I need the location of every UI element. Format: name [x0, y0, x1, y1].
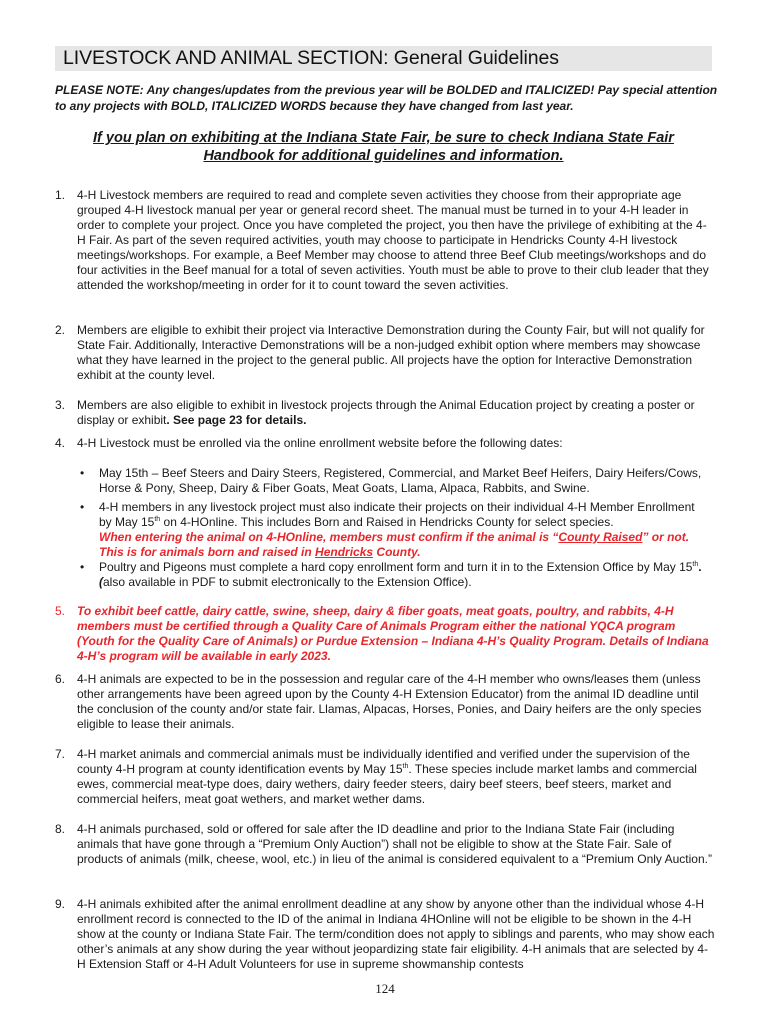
- guideline-item-6: [55, 672, 715, 732]
- item-number: 1.: [55, 188, 66, 202]
- item-number: 2.: [55, 323, 66, 337]
- item-text: 4-H animals purchased, sold or offered for sale after the ID deadline and prior to the Indiana State Fair (including animals that have gone through a “Premium Only Auction”) shall not be eligible to show at the State Fair. Sale of products of animals (milk, cheese, wool, etc.) in lieu of the animal is considered equivalent to a “Premium Only Auction.”: [77, 822, 712, 866]
- item-number: 3.: [55, 398, 66, 412]
- bullet-text-part: on 4-HOnline. This includes Born and Raised in Hendricks County for select species.: [160, 515, 614, 529]
- bullet-icon: •: [80, 466, 85, 480]
- item-text-part: Members are also eligible to exhibit in livestock projects through the Animal Education project by creating a poster or display or exhibit: [77, 398, 695, 427]
- item-text-part: 4-H market animals and commercial animals must be individually identified and verified under the supervision of the county 4-H program at county identification events by May 15: [77, 747, 690, 776]
- section-title: LIVESTOCK AND ANIMAL SECTION: General Guidelines: [63, 47, 559, 69]
- superscript: th: [692, 561, 699, 568]
- item-text: Members are eligible to exhibit their project via Interactive Demonstration during the County Fair, but will not qualify for State Fair. Additionally, Interactive Demonstrations will be a non-judged exhibit option where members may showcase what they have learned in the project to the general public. All projects have the option for Interactive Demonstration exhibit at the county level.: [77, 323, 705, 382]
- state-fair-note-line1: If you plan on exhibiting at the Indiana State Fair, be sure to check Indiana State Fair: [93, 130, 674, 146]
- bullet-red-text: [99, 530, 689, 559]
- bullet-text: May 15th – Beef Steers and Dairy Steers, Registered, Commercial, and Market Beef Heifers, Dairy Heifers/Cows, Horse & Pony, Sheep, Dairy & Fiber Goats, Meat Goats, Llama, Alpaca, Rabbits, and Swine.: [99, 466, 702, 495]
- item-text: [77, 398, 715, 428]
- enrollment-bullet-2: [80, 500, 710, 560]
- item-text-bold: . See page 23 for details.: [166, 413, 307, 427]
- superscript: th: [402, 763, 409, 770]
- guideline-item-2: [55, 323, 715, 383]
- bullet-text-part: also available in PDF to submit electronically to the Extension Office).: [103, 575, 472, 589]
- bullet-text: [99, 500, 710, 560]
- red-underlined: Hendricks: [315, 545, 374, 559]
- superscript: th: [154, 516, 161, 523]
- bullet-icon: •: [80, 500, 85, 514]
- guideline-item-5: [55, 604, 715, 664]
- item-text-part: . These species include market lambs and commercial ewes, commercial meat-type does, dairy wethers, dairy feeder steers, dairy beef steers, beef steers, market and commercial heifers, meat goat wethers, and market wether dams.: [77, 762, 697, 806]
- guideline-item-7: [55, 747, 715, 807]
- enrollment-bullet-1: [80, 466, 710, 496]
- item-text: 4-H animals exhibited after the animal enrollment deadline at any show by anyone other than the individual whose 4-H enrollment record is connected to the ID of the animal in Indiana 4HOnline will not be eligible to be shown in the 4-H show at the county or Indiana State Fair. The term/condition does not apply to siblings and parents, who may show each other’s animals at any show during the year without jeopardizing state fair eligibility. 4-H animals that are selected by 4-H Extension Staff or 4-H Adult Volunteers for use in supreme showmanship contests: [77, 897, 715, 971]
- change-note: PLEASE NOTE: Any changes/updates from the previous year will be BOLDED and ITALICIZED! Pay special attention to any projects with BOLD, ITALICIZED WORDS because they have changed from last year.: [55, 83, 718, 113]
- red-part: When entering the animal on 4-HOnline, members must confirm if the animal is “: [99, 530, 559, 544]
- item-text: [77, 747, 715, 807]
- item-text: 4-H animals are expected to be in the possession and regular care of the 4-H member who owns/leases them (unless other arrangements have been agreed upon by the County 4-H Extension Educator) from the animal ID deadline until the conclusion of the county and/or state fair. Llamas, Alpacas, Horses, Ponies, and Dairy heifers are the only species eligible to lease their animals.: [77, 672, 702, 731]
- bullet-text-part: 4-H members in any livestock project must also indicate their projects on their individual 4-H Member Enrollment by May 15: [99, 500, 695, 529]
- bullet-text-bold: .: [698, 560, 702, 574]
- guideline-item-1: [55, 188, 715, 293]
- item-number: 7.: [55, 747, 66, 761]
- enrollment-bullet-3: [80, 560, 710, 590]
- red-underlined: County Raised: [558, 530, 643, 544]
- guideline-item-4: [55, 436, 715, 451]
- item-number: 8.: [55, 822, 66, 836]
- guideline-item-8: [55, 822, 715, 867]
- guideline-item-9: [55, 897, 715, 972]
- section-header: [55, 46, 712, 71]
- page-number: 124: [375, 981, 395, 996]
- item-number: 9.: [55, 897, 66, 911]
- item-number: 4.: [55, 436, 66, 450]
- state-fair-note: [55, 129, 712, 165]
- item-number: 5.: [55, 604, 66, 618]
- bullet-icon: •: [80, 560, 85, 574]
- red-part: County.: [373, 545, 421, 559]
- bullet-text-italic: (: [99, 575, 103, 589]
- bullet-text: [99, 560, 710, 590]
- bullet-text-part: Poultry and Pigeons must complete a hard copy enrollment form and turn it in to the Extension Office by May 15: [99, 560, 693, 574]
- item-text: 4-H Livestock members are required to read and complete seven activities they choose from their appropriate age grouped 4-H livestock manual per year or general record sheet. The manual must be turned in to your 4-H leader in order to complete your project. Once you have completed the project, you then have the privilege of exhibiting at the 4-H Fair. As part of the seven required activities, youth may choose to participate in Hendricks County 4-H livestock meetings/workshops. For example, a Beef Member may choose to attend three Beef Club meetings/workshops and do four activities in the Beef manual for a total of seven activities. Youth must be able to prove to their club leader that they attended the workshop/meeting in order for it to count toward the seven activities.: [77, 188, 709, 292]
- guideline-item-3: [55, 398, 715, 428]
- item-number: 6.: [55, 672, 66, 686]
- item-text: 4-H Livestock must be enrolled via the online enrollment website before the following dates:: [77, 436, 563, 450]
- red-part: ” or not. This is for animals born and raised in: [99, 530, 690, 559]
- state-fair-note-line2: Handbook for additional guidelines and information.: [203, 148, 564, 164]
- item-text: To exhibit beef cattle, dairy cattle, swine, sheep, dairy & fiber goats, meat goats, poultry, and rabbits, 4-H members must be certified through a Quality Care of Animals Program either the national YQCA program (Youth for the Quality Care of Animals) or Purdue Extension – Indiana 4-H’s Quality Program. Details of Indiana 4-H’s program will be available in early 2023.: [77, 604, 709, 663]
